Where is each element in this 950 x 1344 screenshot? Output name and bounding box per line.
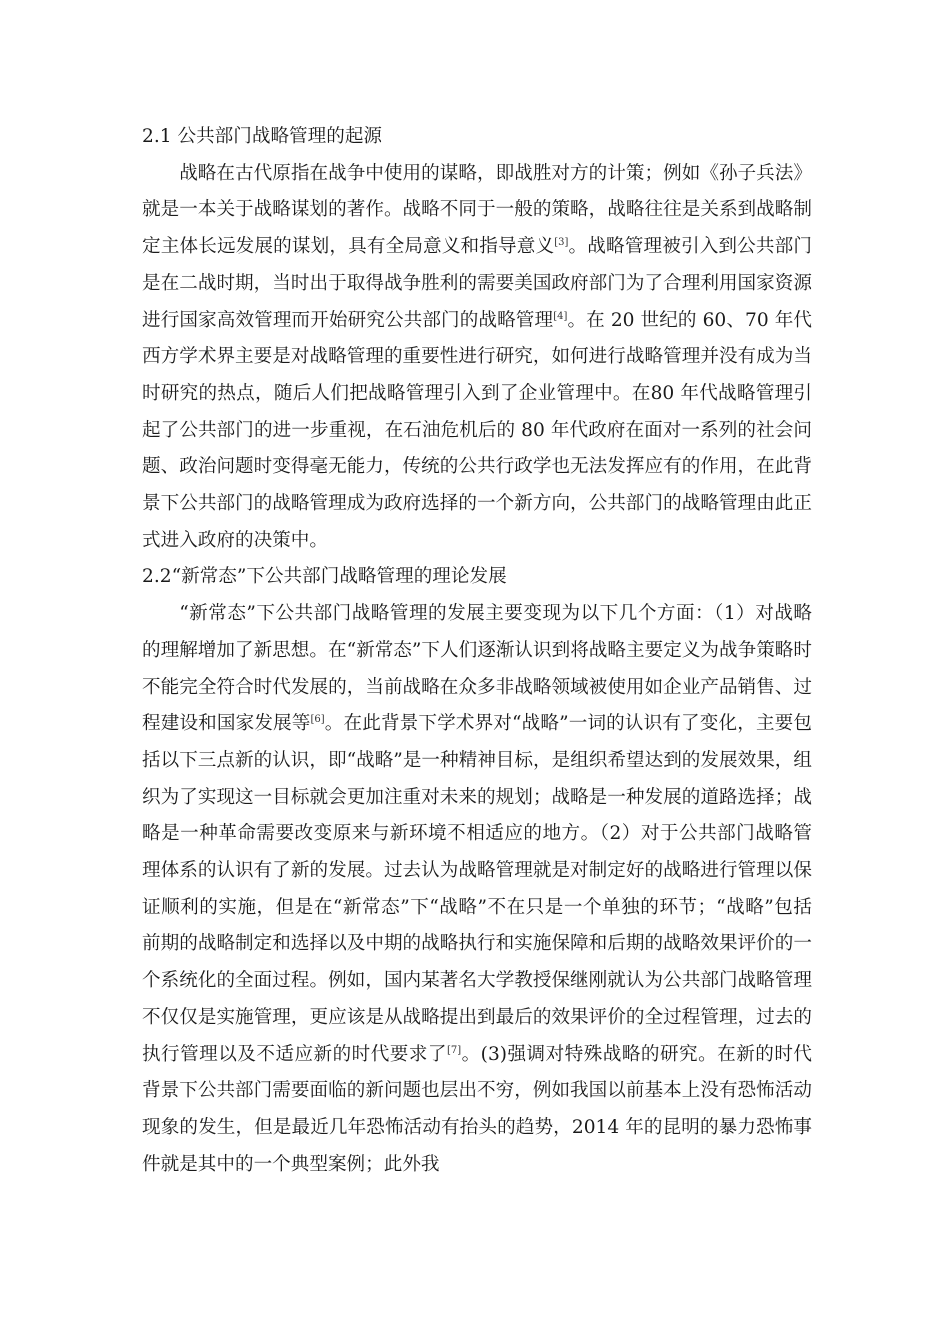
paragraph-theory-development — [142, 596, 812, 1183]
citation-ref-6: [6] — [310, 714, 325, 726]
paragraph-text: 。在此背景下学术界对“战略”一词的认识有了变化，主要包括以下三点新的认识，即“战略”是一种精神目标，是组织希望达到的发展效果，组织为了实现这一目标就会更加注重对未来的规划；战略是一种发展的道路选择；战略是一种革命需要改变原来与新环境不相适应的地方。（2）对于公共部门战略管理体系的认识有了新的发展。过去认为战略管理就是对制定好的战略进行管理以保证顺利的实施，但是在“新常态”下“战略”不在只是一个单独的环节；“战略”包括前期的战略制定和选择以及中期的战略执行和实施保障和后期的战略效果评价的一个系统化的全面过程。例如，国内某著名大学教授保继刚就认为公共部门战略管理不仅仅是实施管理，更应该是从战略提出到最后的效果评价的全过程管理，过去的执行管理以及不适应新的时代要求了 — [142, 713, 812, 1065]
paragraph-text: 战略在古代原指在战争中使用的谋略，即战胜对方的计策；例如《孙子兵法》就是一本关于战略谋划的著作。战略不同于一般的策略，战略往往是关系到战略制定主体长远发展的谋划，具有全局意义和指导意义 — [142, 162, 812, 258]
paragraph-text: “新常态”下公共部门战略管理的发展主要变现为以下几个方面：（1）对战略的理解增加了新思想。在“新常态”下人们逐渐认识到将战略主要定义为战争策略时不能完全符合时代发展的，当前战略在众多非战略领域被使用如企业产品销售、过程建设和国家发展等 — [142, 603, 812, 735]
citation-ref-7: [7] — [446, 1044, 462, 1056]
paragraph-text: 。战略管理被引入到公共部门是在二战时期，当时出于取得战争胜利的需要美国政府部门为了合理利用国家资源进行国家高效管理而开始研究公共部门的战略管理 — [142, 236, 812, 331]
citation-ref-3: [3] — [554, 236, 569, 248]
paragraph-origin — [142, 156, 812, 560]
section-heading-2-1: 2.1 公共部门战略管理的起源 — [142, 126, 383, 147]
document-body — [142, 119, 812, 1183]
citation-ref-4: [4] — [553, 310, 568, 322]
paragraph-text: 。(3)强调对特殊战略的研究。在新的时代背景下公共部门需要面临的新问题也层出不穷，例如我国以前基本上没有恐怖活动现象的发生，但是最近几年恐怖活动有抬头的趋势，2014 年的昆明的暴力恐怖事件就是其中的一个典型案例；此外我 — [142, 1043, 812, 1175]
paragraph-text: 。在 20 世纪的 60、70 年代西方学术界主要是对战略管理的重要性进行研究，如何进行战略管理并没有成为当时研究的热点，随后人们把战略管理引入到了企业管理中。在80 年代战略管理引起了公共部门的进一步重视，在石油危机后的 80 年代政府在面对一系列的社会问题、政治问题时变得毫无能力，传统的公共行政学也无法发挥应有的作用，在此背景下公共部门的战略管理成为政府选择的一个新方向，公共部门的战略管理由此正式进入政府的决策中。 — [142, 309, 812, 551]
section-heading-2-2: 2.2“新常态”下公共部门战略管理的理论发展 — [142, 566, 507, 588]
